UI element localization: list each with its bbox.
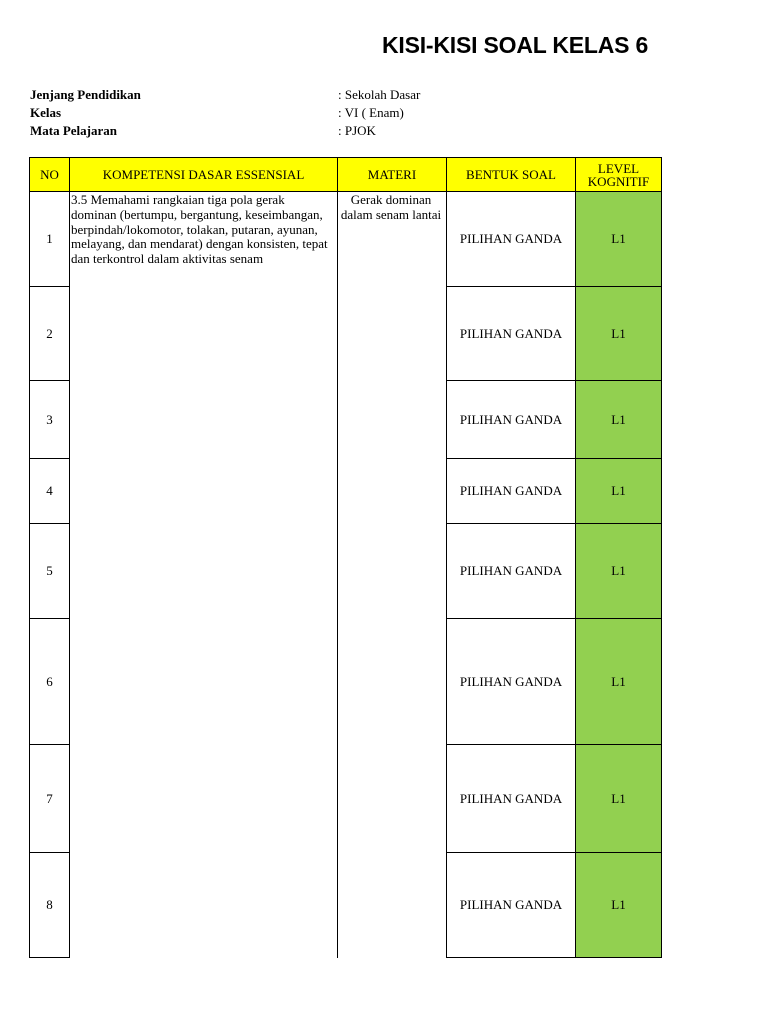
row-level: L1 bbox=[575, 745, 662, 853]
row-no: 6 bbox=[29, 619, 69, 745]
header-level-line1: LEVEL bbox=[597, 160, 640, 176]
materi-cell bbox=[337, 192, 446, 958]
info-value-jenjang: : Sekolah Dasar bbox=[338, 87, 421, 102]
row-no: 3 bbox=[29, 381, 69, 459]
row-no: 2 bbox=[29, 287, 69, 381]
row-level: L1 bbox=[575, 459, 662, 524]
row-level: L1 bbox=[575, 192, 662, 287]
row-no: 1 bbox=[29, 192, 69, 287]
header-materi: MATERI bbox=[337, 157, 446, 192]
header-bentuk-soal: BENTUK SOAL bbox=[446, 157, 575, 192]
row-no: 7 bbox=[29, 745, 69, 853]
materi-text: Gerak dominan dalam senam lantai bbox=[340, 192, 442, 222]
row-no: 4 bbox=[29, 459, 69, 524]
info-label-jenjang: Jenjang Pendidikan bbox=[30, 87, 141, 102]
info-label-mapel: Mata Pelajaran bbox=[30, 123, 118, 138]
document-title: KISI-KISI SOAL KELAS 6 bbox=[382, 32, 649, 58]
row-no: 5 bbox=[29, 524, 69, 619]
row-bentuk-soal: PILIHAN GANDA bbox=[446, 745, 575, 853]
row-bentuk-soal: PILIHAN GANDA bbox=[446, 853, 575, 958]
row-bentuk-soal: PILIHAN GANDA bbox=[446, 459, 575, 524]
header-level-kognitif bbox=[575, 157, 662, 192]
row-level: L1 bbox=[575, 619, 662, 745]
header-kompetensi-dasar: KOMPETENSI DASAR ESSENSIAL bbox=[69, 157, 337, 192]
row-level: L1 bbox=[575, 287, 662, 381]
row-bentuk-soal: PILIHAN GANDA bbox=[446, 192, 575, 287]
info-value-kelas: : VI ( Enam) bbox=[338, 105, 404, 120]
row-bentuk-soal: PILIHAN GANDA bbox=[446, 287, 575, 381]
row-level: L1 bbox=[575, 381, 662, 459]
row-no: 8 bbox=[29, 853, 69, 958]
info-value-mapel: : PJOK bbox=[338, 123, 376, 138]
row-level: L1 bbox=[575, 524, 662, 619]
info-label-kelas: Kelas bbox=[30, 105, 62, 120]
row-level: L1 bbox=[575, 853, 662, 958]
row-bentuk-soal: PILIHAN GANDA bbox=[446, 619, 575, 745]
row-bentuk-soal: PILIHAN GANDA bbox=[446, 381, 575, 459]
kompetensi-dasar-cell bbox=[69, 192, 337, 958]
kompetensi-dasar-text: 3.5 Memahami rangkaian tiga pola gerak dominan (bertumpu, bergantung, keseimbangan, berpindah/lokomotor, tolakan, putaran, ayunan, melayang, dan mendarat) dengan konsisten, tepat dan terkontrol dalam aktivitas senam bbox=[71, 192, 328, 267]
header-level-line2: KOGNITIF bbox=[587, 173, 650, 189]
row-bentuk-soal: PILIHAN GANDA bbox=[446, 524, 575, 619]
header-no: NO bbox=[29, 157, 69, 192]
